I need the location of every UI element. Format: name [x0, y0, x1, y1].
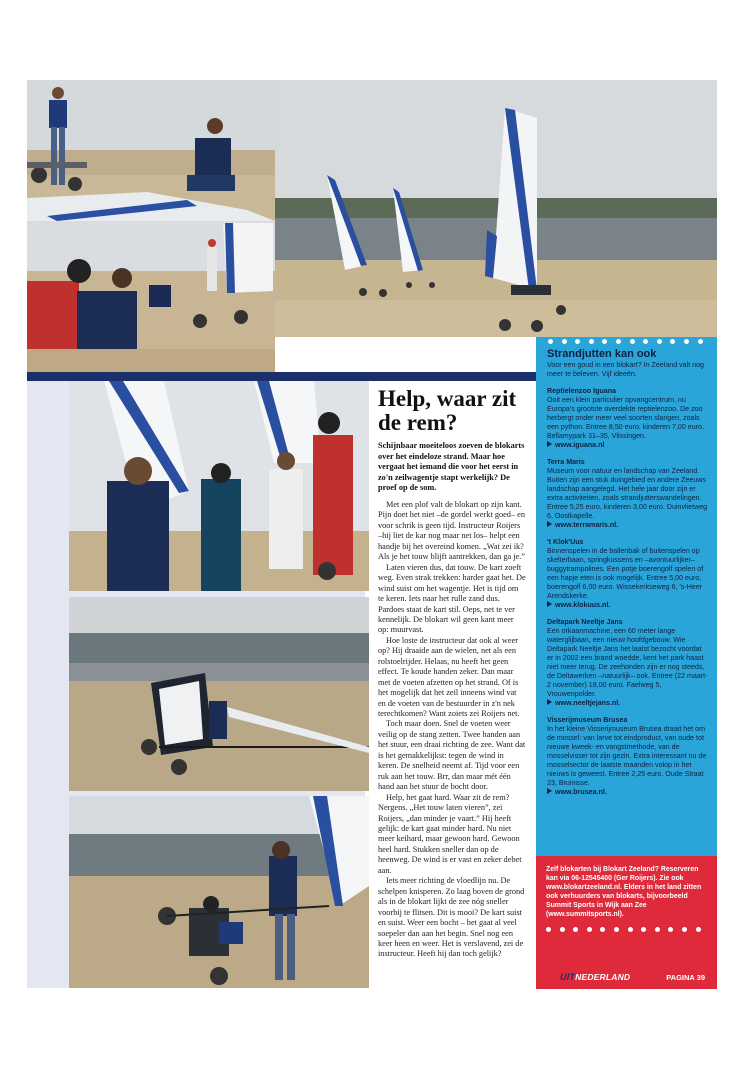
- dot-divider-bottom: [536, 925, 717, 932]
- article-paragraph: Help, het gaat hard. Waar zit de rem? Nergens. „Het touw laten vieren”, zei Roijers, „dan minder je vaart.” Hij heeft gelijk: de kart gaat minder hard. Nu niet meer keihard, maar gewoon hard. Gewoon heel hard. Stukken sneller dan op de heenweg. De wind is er vast en zeker debet aan.: [378, 792, 522, 875]
- venue-link-text[interactable]: www.neeltjejans.nl.: [555, 699, 621, 707]
- article-paragraph: Toch maar doen. Snel de voeten weer veilig op de stang zetten. Twee handen aan het stuur, een draai richting de zee. Want dat is het gemakkelijkst: tegen de wind in keren. De snelheid neemt af. Tijd voor een ruk aan het touw. Brr, dan maar mét één hand aan het stuur de bocht door.: [378, 719, 526, 792]
- venue-link[interactable]: [547, 699, 708, 708]
- arrow-right-icon: [547, 699, 552, 705]
- venue-description: Ooit een klein particulier opvangcentrum, nu Europa's grootste overdekte reptielenzoo. De zoo herbergt onder meer veel soorten slangen, zoals een python. Entree 8,50 euro, kinderen 7,00 euro. Bellamypark 31–35, Vlissingen.: [547, 396, 704, 440]
- article: [378, 387, 526, 960]
- article-lead: Schijnbaar moeiteloos zoeven de blokarts over het eindeloze strand. Maar hoe vergaat het iemand die voor het eerst in zo'n zeilwagentje stapt werkelijk? De proef op de som.: [378, 441, 525, 493]
- venue-description: Binnenspelen in de ballenbak of buitenspelen op skelterbaan, springkussens en –avontuurlijker– buggytrampolines. Een potje boerengolf spelen of een hapje eten is ook mogelijk. Entree 5,00 euro, boerengolf 6,00 euro. Wissekerkseweg 6, 's-Heer Arendskerke.: [547, 547, 704, 600]
- photo-preparation: [27, 221, 275, 372]
- article-headline: Help, waar zit de rem?: [378, 386, 517, 435]
- venue-description: Een orkaanmachine, een 60 meter lange waterglijbaan, een nieuw hoofdgebouw. Wie Deltapark Neeltje Jans het laatst bezocht voordat er in 2002 een brand woedde, kent het park haast niet meer terug. De zeehonden zijn er nog steeds, de Deltawerken –natuurlijk– ook. Entree (22 maart-2 november) 18,00 euro. Faelweg 5, Vrouwenpolder.: [547, 627, 708, 698]
- sidebar-strandjutten: [536, 337, 717, 856]
- venue-link-text[interactable]: www.klokuus.nl.: [555, 601, 611, 609]
- photo-blokarts-on-beach: [275, 80, 717, 337]
- venue-link-text[interactable]: www.iguana.nl: [555, 441, 605, 449]
- article-paragraph: Hoe loste de instructeur dat ook al weer op? Hij draaide aan de wielen, net als een rolstoelrijder. Helaas, nu heeft het geen effect. Te koude handen zeker. Dan maar met de voeten afzetten op het strand. Of is het mogelijk dat het zeil inneens wind vat en de voeten van de bestuurder in z'n nek terechtkomen? Want zoiets zei Roijers net.: [378, 635, 520, 719]
- venue-description: Museum voor natuur en landschap van Zeeland. Buiten zijn een stuk duingebied en andere Zeeuws landschap aangelegd. Het hele jaar door zijn er extra activiteiten, zoals strandjutterswandelingen. Entree 5,25 euro, kinderen 3,00 euro. Duinvlietweg 6, Oostkapelle.: [547, 467, 708, 520]
- venue-name: 't Klok'Uus: [547, 538, 584, 546]
- venue-link[interactable]: [547, 788, 708, 797]
- venue-item: [547, 538, 708, 610]
- page-number: PAGINA 39: [666, 973, 705, 982]
- venue-link[interactable]: [547, 601, 708, 610]
- article-paragraph: Met een plof valt de blokart op zijn kant. Pijn doet het niet –de gordel werkt goed– en voor schrik is geen tijd. Instructeur Roijers –hij liet de kar nog maar net los– helpt een handje bij het overeind komen. „Wat zei ik? Als je het touw blijft aantrekken, dan ga je.”: [378, 499, 526, 562]
- article-paragraph: Laten vieren dus, dat touw. De kart zoeft weg. Even strak trekken: harder gaat het. De wind suist om het wagentje. Het is tijd om te keren. Iets naar het rulle zand dus. Pardoes staat de kart stil. Oeps, net te ver kennelijk. De blokart wil geen kant meer op: muurvast.: [378, 562, 526, 635]
- venue-item: [547, 716, 708, 797]
- sidebar-title: Strandjutten kan ook: [547, 348, 657, 360]
- arrow-right-icon: [547, 601, 552, 607]
- venue-name: Visserijmuseum Brusea: [547, 716, 628, 724]
- photo-tipped-blokart: [69, 597, 369, 791]
- arrow-right-icon: [547, 521, 552, 527]
- venue-link[interactable]: [547, 521, 708, 530]
- venue-item: [547, 618, 708, 708]
- info-box-blokart-zeeland: [536, 856, 717, 989]
- venue-item: [547, 387, 708, 450]
- uit-nederland-logo: UITNEDERLAND: [560, 972, 631, 982]
- venue-name: Terra Maris: [547, 458, 585, 466]
- dot-divider-top: [536, 337, 717, 344]
- photo-group-with-instructor: [69, 381, 369, 591]
- arrow-right-icon: [547, 441, 552, 447]
- venue-link-text[interactable]: www.brusea.nl.: [555, 788, 607, 796]
- venue-description: In het kleine Visserijmuseum Brusea draait het om de mossel: van larve tot eindproduct, van oude tot nieuwe kweek- en vangstmethode, van de mosselvisser tot zijn gezin. Extra interessant nu de mosselsector de laatste maanden volop in het nieuws is geweest. Entree 2,25 euro. Oude Straat 23, Bruinisse.: [547, 725, 707, 787]
- photo-instruction: [27, 80, 275, 221]
- sidebar-intro: Voor een goud in een blokart? In Zeeland valt nog meer te beleven. Vijf ideeën.: [547, 361, 704, 378]
- venue-link[interactable]: [547, 441, 708, 450]
- photo-instructor-pushing: [69, 796, 369, 988]
- venue-name: Reptielenzoo Iguana: [547, 387, 616, 395]
- venue-item: [547, 458, 708, 530]
- article-paragraph: Iets meer richting de vloedlijn nu. De schelpen knisperen. Zo laag boven de grond als in de blokart lijkt de zee nóg sneller voorbij te flitsen. Dit is mooi? De kart suist en suist. Weer een bocht – het gaat al veel soepeler dan aan het begin. Snel nog een keer heen en weer. Het is verslavend, zei de instructeur. Heeft hij dan toch gelijk?: [378, 876, 525, 959]
- venue-name: Deltapark Neeltje Jans: [547, 618, 623, 626]
- arrow-right-icon: [547, 788, 552, 794]
- info-box-text: Zelf blokarten bij Blokart Zeeland? Reserveren kan via 06-12545400 (Ger Roijers). Zie ook www.blokartzeeland.nl. Elders in het land zitten ook verhuurders van blokarts, bijvoorbeeld Summit Sports in Wijk aan Zee (www.summitsports.nl).: [546, 866, 702, 918]
- venue-link-text[interactable]: www.terramaris.nl.: [555, 521, 619, 529]
